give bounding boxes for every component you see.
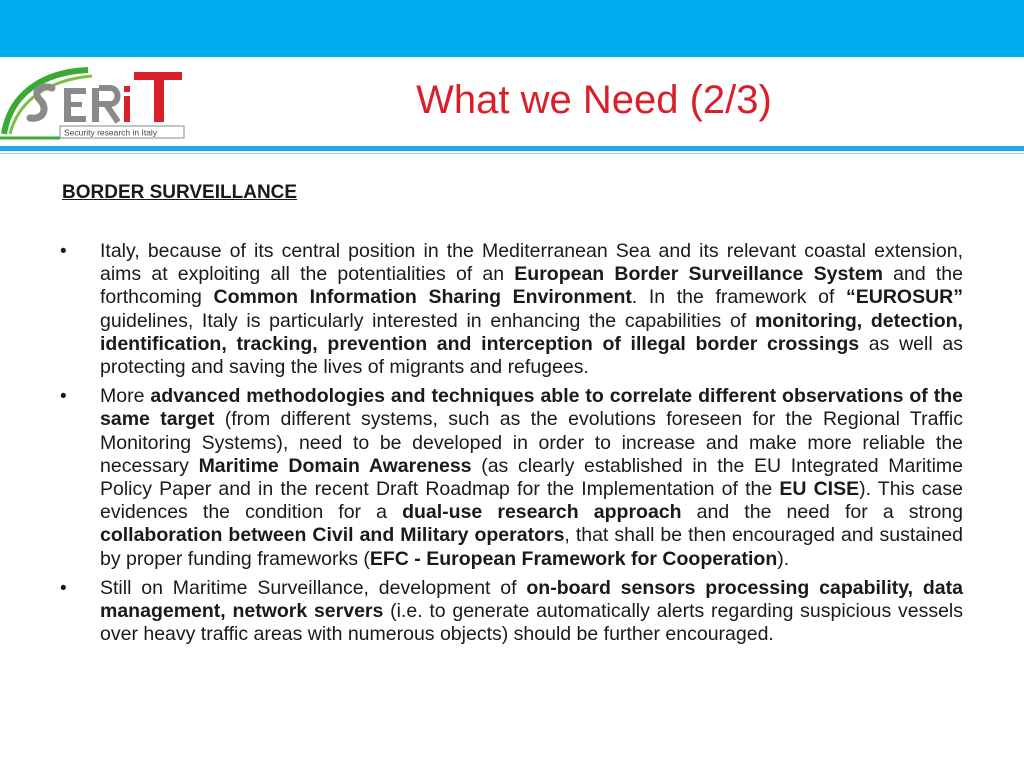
bullet-text xyxy=(100,577,963,645)
text-segment: ). This case evidences the condition for a xyxy=(100,478,963,524)
text-segment: . In the framework of xyxy=(631,286,846,309)
text-segment: ). xyxy=(777,547,790,570)
bold-text-segment: collaboration between Civil and Military operators xyxy=(100,524,565,547)
bullet-marker: • xyxy=(60,241,67,262)
text-segment: as well as protecting and saving the lives of migrants and refugees. xyxy=(100,332,963,379)
bullet-marker: • xyxy=(60,577,67,599)
bold-text-segment: EU CISE xyxy=(779,478,860,501)
bold-text-segment: dual-use research approach xyxy=(402,501,682,524)
text-segment: guidelines, Italy is particularly interested in enhancing the capabilities of xyxy=(100,309,755,332)
text-segment: Italy, because of its central position in the Mediterranean Sea and its relevant coastal extension, aims at exploiting all the potentialities of an xyxy=(100,240,963,286)
text-segment: More xyxy=(100,385,151,408)
text-segment: Still on Maritime Surveillance, development of xyxy=(100,576,527,599)
text-segment: (from different systems, such as the evolutions foreseen for the Regional Traffic Monitoring Systems), need to be developed in order to increase and make more reliable the necessary xyxy=(100,408,964,477)
slide-title: What we Need (2/3) xyxy=(416,78,772,122)
bullet-marker: • xyxy=(60,386,67,408)
bullet-text xyxy=(100,240,963,378)
section-heading: BORDER SURVEILLANCE xyxy=(62,182,298,203)
bold-text-segment: advanced methodologies and techniques able to correlate different observations of the same target xyxy=(100,385,963,431)
bullet-item xyxy=(60,577,963,647)
text-segment: and the need for a strong xyxy=(681,501,963,524)
text-segment: (as clearly established in the EU Integrated Maritime Policy Paper and in the recent Draft Roadmap for the Implementation of the xyxy=(100,454,964,501)
bullet-list xyxy=(60,240,963,652)
header-divider xyxy=(0,146,1024,151)
bold-text-segment: EFC - European Framework for Cooperation xyxy=(369,547,778,570)
bullet-text xyxy=(100,385,963,569)
bullet-item xyxy=(60,240,963,379)
text-segment: (i.e. to generate automatically alerts regarding suspicious vessels over heavy traffic areas with numerous objects) should be further encouraged. xyxy=(100,600,963,646)
bullet-item xyxy=(60,385,963,571)
logo-caption: Security research in Italy xyxy=(64,127,158,138)
top-color-band xyxy=(0,0,1024,57)
bold-text-segment: “EUROSUR” xyxy=(845,286,963,309)
bold-text-segment: Maritime Domain Awareness xyxy=(198,454,472,477)
text-segment: , that shall be then encouraged and sustained by proper funding frameworks ( xyxy=(100,524,963,570)
bold-text-segment: European Border Surveillance System xyxy=(514,263,883,286)
bold-text-segment: Common Information Sharing Environment xyxy=(213,286,632,309)
header-divider-thin xyxy=(0,153,1024,154)
bold-text-segment: on-board sensors processing capability, data management, network servers xyxy=(100,576,963,623)
bold-text-segment: monitoring, detection, identification, tracking, prevention and interception of illegal border crossings xyxy=(100,309,963,355)
text-segment: and the forthcoming xyxy=(100,263,963,309)
